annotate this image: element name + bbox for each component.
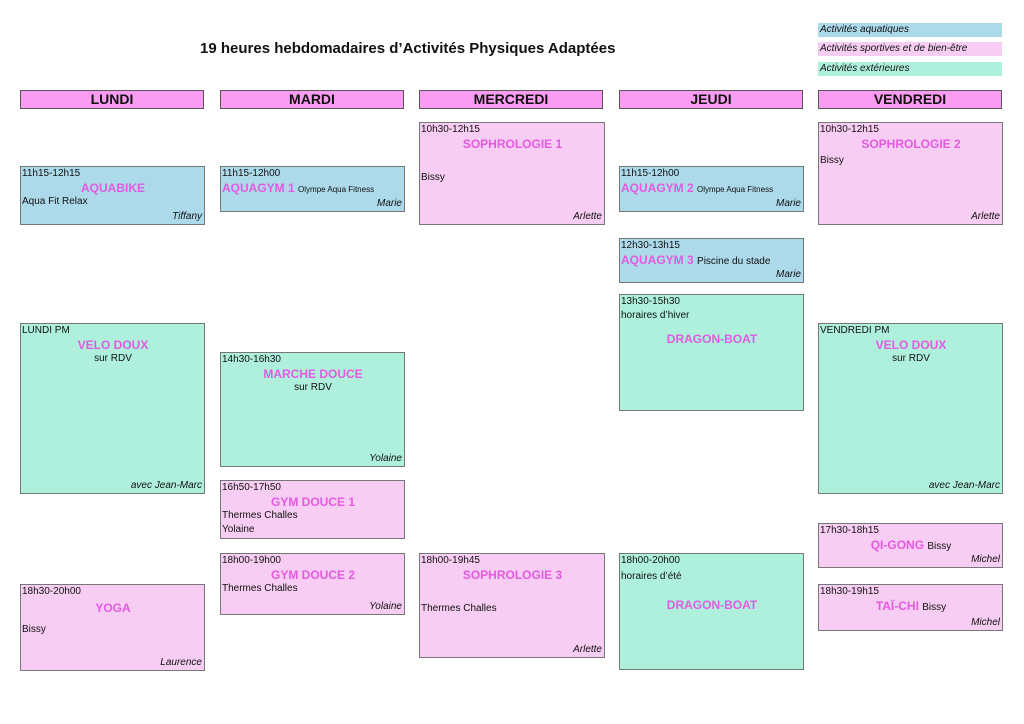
- session-vendredi-qi-gong: [818, 523, 1003, 568]
- session-mardi-gym-douce-2: [220, 553, 405, 615]
- session-note: horaires d’hiver: [621, 310, 690, 321]
- session-name: GYM DOUCE 1: [270, 495, 355, 509]
- session-jeudi-dragon-boat-winter: [619, 294, 804, 411]
- session-time: 11h15-12h00: [222, 168, 281, 179]
- day-header-mardi: MARDI: [220, 90, 404, 109]
- session-name: SOPHROLOGIE 1: [462, 137, 563, 151]
- legend-sport: Activités sportives et de bien-être: [818, 42, 1002, 56]
- session-name: MARCHE DOUCE: [263, 367, 363, 381]
- session-coach: Michel: [971, 617, 1000, 628]
- session-coach: Tiffany: [172, 211, 202, 222]
- session-name-line: [819, 538, 1002, 554]
- session-time: 14h30-16h30: [222, 354, 281, 365]
- session-time: 10h30-12h15: [421, 124, 480, 135]
- session-mardi-gym-douce-1: [220, 480, 405, 539]
- session-coach: Marie: [376, 198, 402, 209]
- session-place: Bissy: [922, 602, 947, 613]
- legend-aquatic: Activités aquatiques: [818, 23, 1002, 37]
- day-header-mercredi: MERCREDI: [419, 90, 603, 109]
- session-name-line: [221, 181, 404, 197]
- session-coach: Laurence: [160, 657, 202, 668]
- session-note: sur RDV: [892, 353, 930, 364]
- session-time: 18h00-20h00: [621, 555, 680, 566]
- session-time: 13h30-15h30: [621, 296, 680, 307]
- session-name: AQUAGYM 3: [621, 253, 694, 267]
- session-time: 18h00-19h45: [421, 555, 480, 566]
- session-time: 18h00-19h00: [222, 555, 281, 566]
- session-coach: Arlette: [573, 644, 602, 655]
- session-name: AQUABIKE: [80, 181, 145, 195]
- session-note: sur RDV: [94, 353, 132, 364]
- session-name: SOPHROLOGIE 2: [861, 137, 961, 151]
- session-mercredi-sophrologie-3: [419, 553, 605, 658]
- session-place: Bissy: [421, 172, 445, 183]
- session-jeudi-aquagym-2: [619, 166, 804, 212]
- session-coach: Yolaine: [369, 601, 402, 612]
- session-place: Thermes Challes: [222, 510, 298, 521]
- session-place: Olympe Aqua Fitness: [298, 185, 375, 194]
- session-coach: Arlette: [971, 211, 1000, 222]
- session-jeudi-dragon-boat-summer: [619, 553, 804, 670]
- session-vendredi-tai-chi: [818, 584, 1003, 631]
- session-coach: avec Jean-Marc: [928, 480, 1000, 491]
- session-place: Aqua Fit Relax: [22, 196, 88, 207]
- session-jeudi-aquagym-3: [619, 238, 804, 283]
- session-time: 18h30-20h00: [22, 586, 81, 597]
- session-time: 17h30-18h15: [820, 525, 879, 536]
- session-place: Olympe Aqua Fitness: [697, 185, 774, 194]
- session-coach: Yolaine: [369, 453, 402, 464]
- session-coach: Marie: [775, 269, 801, 280]
- session-mercredi-sophrologie-1: [419, 122, 605, 225]
- session-time: VENDREDI PM: [820, 325, 890, 336]
- session-name: DRAGON-BOAT: [666, 332, 758, 346]
- session-place: Thermes Challes: [222, 583, 298, 594]
- session-name-line: [819, 599, 1002, 615]
- day-header-jeudi: JEUDI: [619, 90, 803, 109]
- session-time: 11h15-12h15: [22, 168, 81, 179]
- day-header-lundi: LUNDI: [20, 90, 204, 109]
- session-place: Thermes Challes: [421, 603, 497, 614]
- session-time: LUNDI PM: [22, 325, 70, 336]
- session-name: GYM DOUCE 2: [270, 568, 355, 582]
- session-place: Piscine du stade: [697, 256, 771, 267]
- session-lundi-yoga: [20, 584, 205, 671]
- session-coach: Arlette: [573, 211, 602, 222]
- session-name: YOGA: [95, 601, 131, 615]
- session-time: 12h30-13h15: [621, 240, 680, 251]
- session-place: Bissy: [22, 624, 46, 635]
- session-note: horaires d’été: [621, 571, 682, 582]
- session-place: Bissy: [820, 155, 844, 166]
- session-name: VELO DOUX: [875, 338, 947, 352]
- session-name: AQUAGYM 1: [222, 181, 295, 195]
- day-header-vendredi: VENDREDI: [818, 90, 1002, 109]
- session-lundi-velo-doux: [20, 323, 205, 494]
- session-name-line: [620, 253, 803, 269]
- legend-outdoor: Activités extérieures: [818, 62, 1002, 76]
- session-vendredi-sophrologie-2: [818, 122, 1003, 225]
- session-name: TAÏ-CHI: [875, 599, 919, 613]
- session-time: 10h30-12h15: [820, 124, 879, 135]
- session-name: VELO DOUX: [77, 338, 149, 352]
- session-coach: avec Jean-Marc: [130, 480, 202, 491]
- session-mardi-aquagym-1: [220, 166, 405, 212]
- session-coach: Marie: [775, 198, 801, 209]
- session-note: sur RDV: [294, 382, 332, 393]
- session-name: QI-GONG: [870, 538, 925, 552]
- session-name: AQUAGYM 2: [621, 181, 694, 195]
- session-time: 11h15-12h00: [621, 168, 680, 179]
- session-time: 18h30-19h15: [820, 586, 879, 597]
- session-name: SOPHROLOGIE 3: [462, 568, 563, 582]
- session-place: Bissy: [927, 541, 952, 552]
- session-name-line: [620, 181, 803, 197]
- session-coach: Michel: [971, 554, 1000, 565]
- session-lundi-aquabike: [20, 166, 205, 225]
- session-name: DRAGON-BOAT: [666, 598, 758, 612]
- session-time: 16h50-17h50: [222, 482, 281, 493]
- session-vendredi-velo-doux: [818, 323, 1003, 494]
- session-coach: Yolaine: [222, 524, 255, 535]
- page-title: 19 heures hebdomadaires d’Activités Physiques Adaptées: [200, 40, 616, 57]
- session-mardi-marche-douce: [220, 352, 405, 467]
